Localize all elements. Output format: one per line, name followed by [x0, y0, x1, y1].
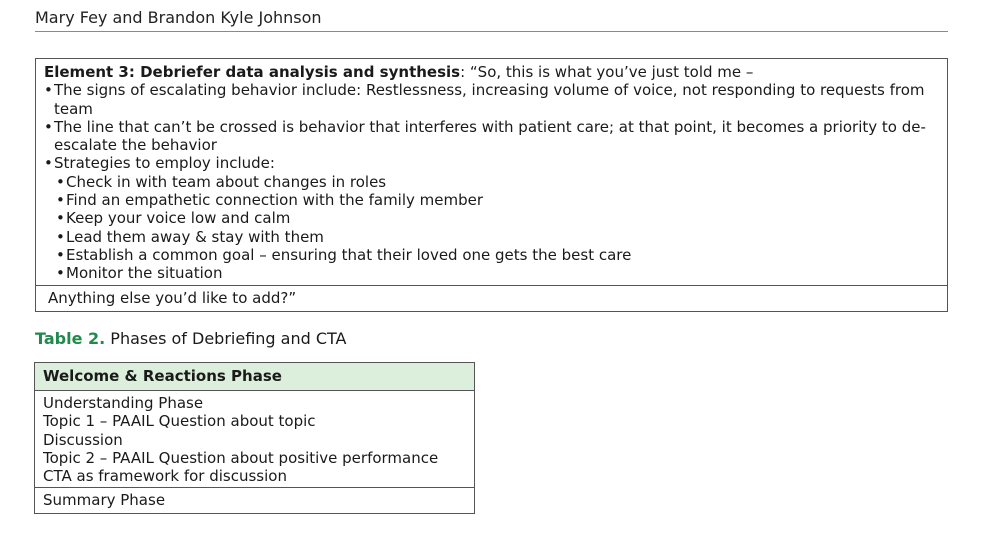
- strategy-item: • Find an empathetic connection with the family member: [44, 191, 939, 209]
- phase-line: CTA as framework for discussion: [43, 467, 287, 486]
- element-3-closing: Anything else you’d like to add?”: [48, 288, 297, 307]
- strategy-item: • Keep your voice low and calm: [44, 209, 939, 227]
- table-2-label: Table 2.: [35, 329, 106, 348]
- element-3-title-line: [44, 63, 939, 81]
- bullet-strategies: • Strategies to employ include:: [44, 154, 939, 172]
- header-divider: [35, 31, 948, 32]
- phase-line: Topic 2 – PAAIL Question about positive performance: [43, 448, 439, 467]
- table-2-caption: [35, 329, 347, 348]
- phase-body: [35, 391, 474, 488]
- phase-line: Discussion: [43, 430, 123, 449]
- phase-line: Topic 1 – PAAIL Question about topic: [43, 412, 316, 431]
- phases-table: [34, 362, 475, 514]
- element-3-content: [36, 59, 947, 286]
- running-header-authors: Mary Fey and Brandon Kyle Johnson: [35, 8, 322, 27]
- element-3-title-suffix: : “So, this is what you’ve just told me –: [460, 63, 754, 81]
- phase-footer-summary: Summary Phase: [43, 491, 166, 510]
- strategy-item: • Lead them away & stay with them: [44, 228, 939, 246]
- bullet-escalating-signs: • The signs of escalating behavior include: Restlessness, increasing volume of voice, not responding to requests from team: [44, 81, 939, 118]
- strategy-item: • Establish a common goal – ensuring that their loved one gets the best care: [44, 246, 939, 264]
- element-3-box: [35, 58, 948, 312]
- phase-header-welcome: Welcome & Reactions Phase: [35, 363, 474, 391]
- element-3-title: Element 3: Debriefer data analysis and synthesis: [44, 63, 461, 81]
- strategy-item: • Check in with team about changes in roles: [44, 173, 939, 191]
- strategy-item: • Monitor the situation: [44, 264, 939, 282]
- table-2-caption-text: Phases of Debriefing and CTA: [105, 329, 347, 348]
- phase-line: Understanding Phase: [43, 394, 204, 412]
- bullet-line-not-crossed: • The line that can’t be crossed is behavior that interferes with patient care; at that point, it becomes a priority to de-escalate the behavior: [44, 118, 939, 155]
